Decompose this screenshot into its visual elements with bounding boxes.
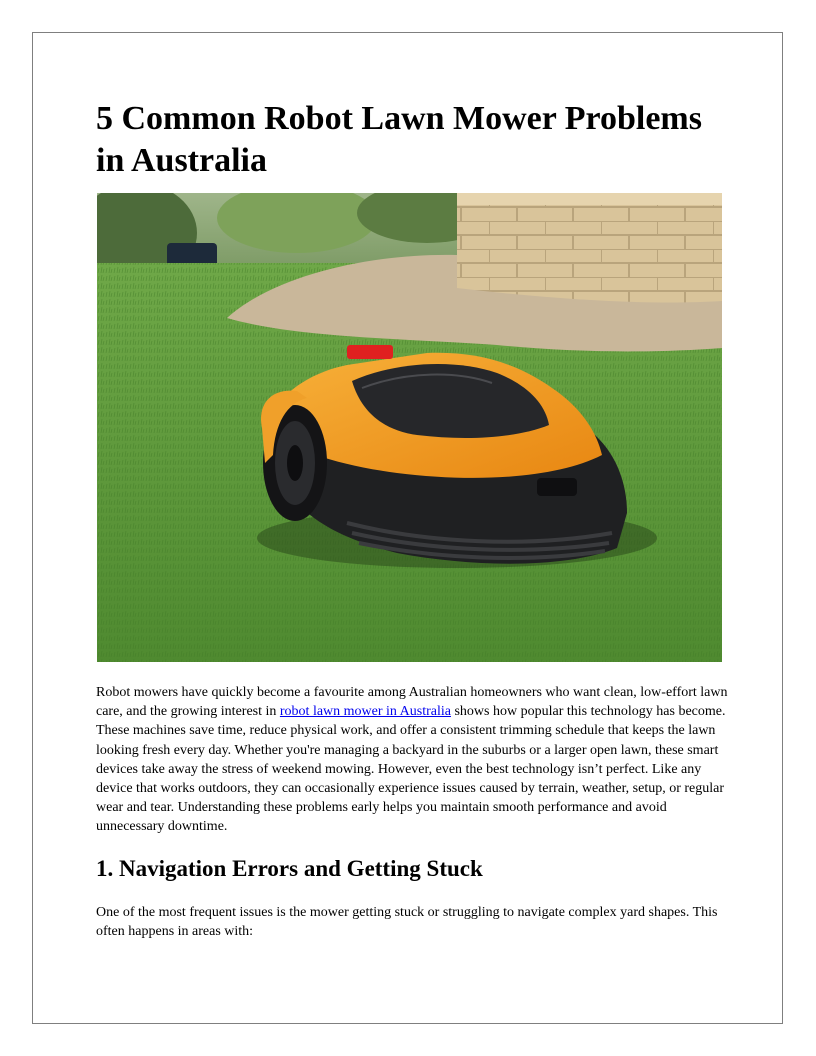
robot-mower-photo: [97, 193, 722, 662]
section-heading-navigation: 1. Navigation Errors and Getting Stuck: [96, 856, 483, 881]
page-title: 5 Common Robot Lawn Mower Problems in Australia: [96, 100, 702, 179]
section-paragraph: One of the most frequent issues is the mower getting stuck or struggling to navigate complex yard shapes. This often happens in areas with:: [96, 905, 718, 940]
robot-lawn-mower-link[interactable]: robot lawn mower in Australia: [279, 704, 451, 720]
intro-paragraph: Robot mowers have quickly become a favourite among Australian homeowners who want clean, low-effort lawn care, and the growing interest in robot lawn mower in Australia shows how popular this technology has become. These machines save time, reduce physical work, and offer a consistent trimming schedule that keeps the lawn looking fresh every day. Whether you're managing a backyard in the suburbs or a larger open lawn, these smart devices take away the stress of weekend mowing. However, even the best technology isn’t perfect. Like any device that works outdoors, they can occasionally experience issues caused by terrain, weather, setup, or regular wear and tear. Understanding these problems early helps you maintain smooth performance and avoid unnecessary downtime.: [96, 685, 728, 835]
